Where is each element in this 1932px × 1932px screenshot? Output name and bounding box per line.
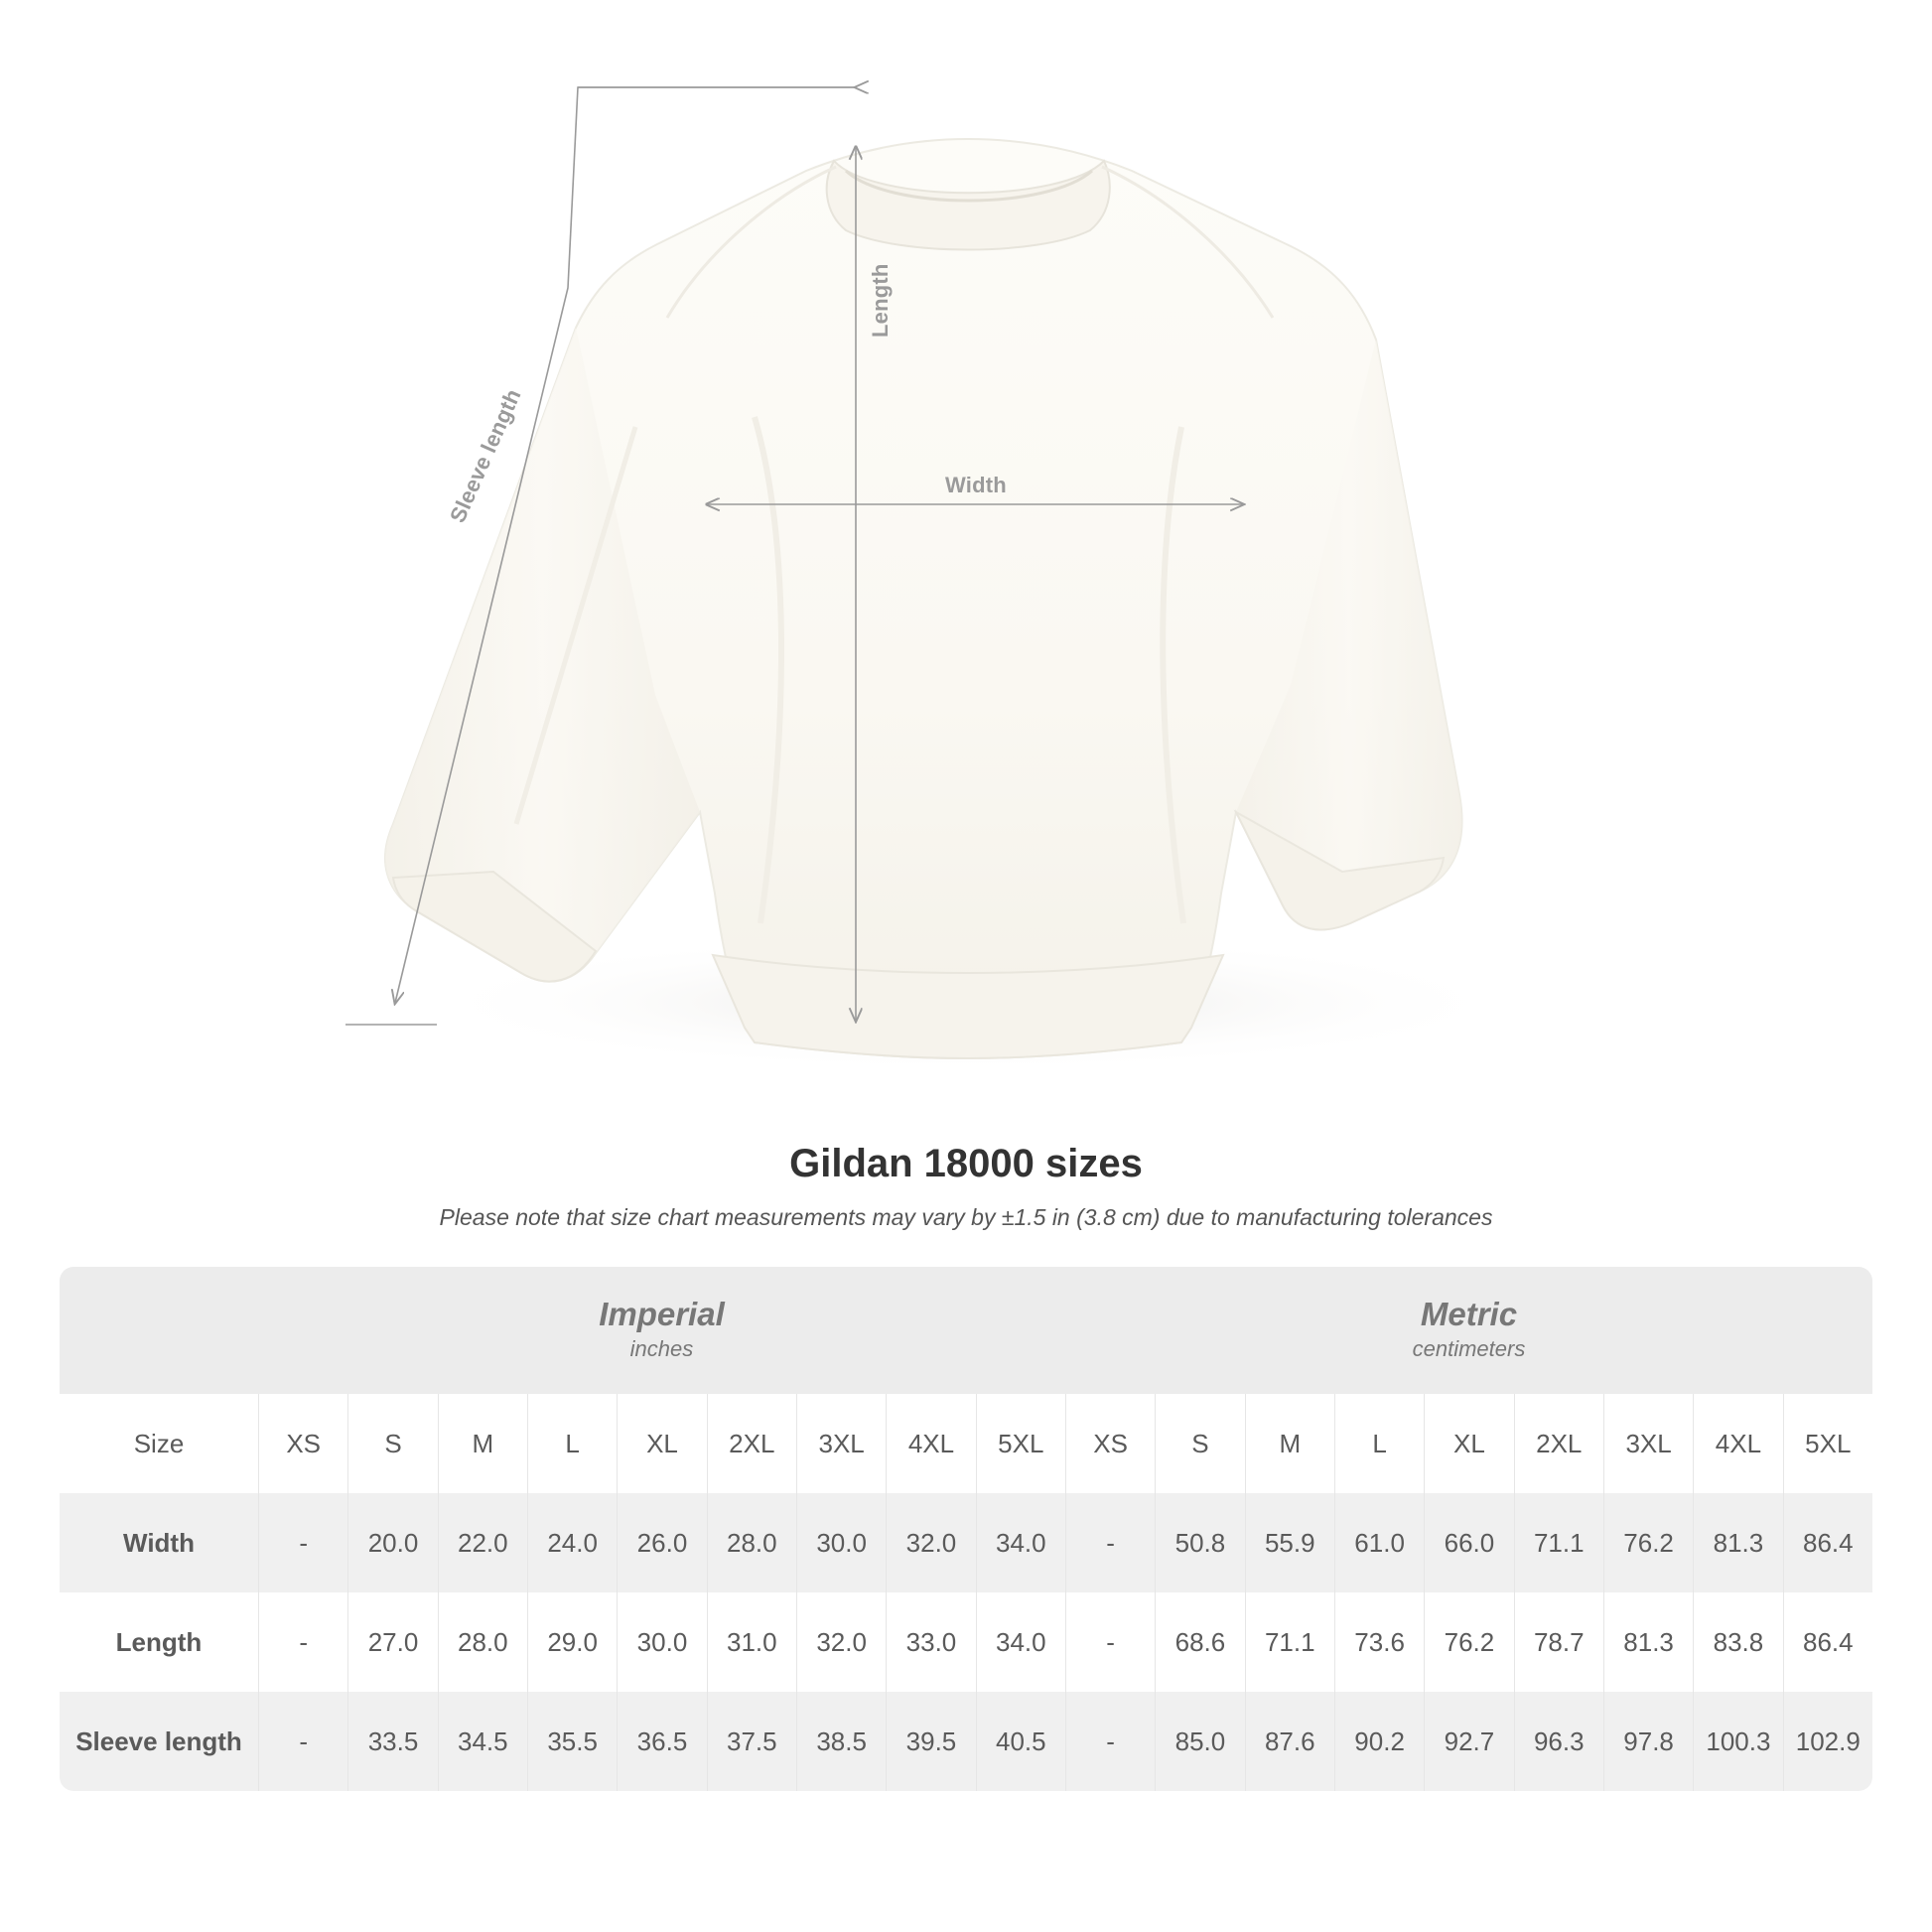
size-header-cell: S <box>1155 1394 1244 1493</box>
table-row <box>60 1493 1872 1592</box>
size-header-cell: 5XL <box>976 1394 1065 1493</box>
table-cell: 33.0 <box>886 1592 975 1692</box>
table-cell: - <box>1065 1493 1155 1592</box>
imperial-label: Imperial <box>599 1295 725 1332</box>
size-header-cell: 2XL <box>1514 1394 1603 1493</box>
size-header-cell: M <box>438 1394 527 1493</box>
table-cell: 76.2 <box>1603 1493 1693 1592</box>
size-header-cell: L <box>527 1394 617 1493</box>
metric-label: Metric <box>1420 1295 1518 1332</box>
title-block <box>0 1142 1932 1231</box>
size-chart-body <box>60 1267 1872 1791</box>
size-header-row <box>60 1394 1872 1493</box>
unit-header-spacer <box>60 1267 258 1394</box>
size-header-cell: S <box>347 1394 437 1493</box>
table-cell: 22.0 <box>438 1493 527 1592</box>
table-row <box>60 1692 1872 1791</box>
table-cell: 55.9 <box>1245 1493 1334 1592</box>
table-cell: 32.0 <box>796 1592 886 1692</box>
table-cell: 86.4 <box>1783 1592 1872 1692</box>
table-cell: 81.3 <box>1603 1592 1693 1692</box>
table-cell: 83.8 <box>1693 1592 1782 1692</box>
table-cell: 92.7 <box>1424 1692 1513 1791</box>
size-chart-table <box>60 1267 1872 1791</box>
table-cell: 81.3 <box>1693 1493 1782 1592</box>
table-cell: 31.0 <box>707 1592 796 1692</box>
metric-sublabel: centimeters <box>1412 1336 1526 1362</box>
size-header-cell: 2XL <box>707 1394 796 1493</box>
table-cell: 26.0 <box>617 1493 706 1592</box>
unit-header-metric <box>1065 1267 1872 1394</box>
size-header-label: Size <box>60 1394 258 1493</box>
row-label-sleeve-length: Sleeve length <box>60 1692 258 1791</box>
table-cell: 86.4 <box>1783 1493 1872 1592</box>
table-cell: 87.6 <box>1245 1692 1334 1791</box>
length-dimension-label: Length <box>868 263 893 338</box>
row-label-length: Length <box>60 1592 258 1692</box>
table-cell: - <box>1065 1692 1155 1791</box>
table-cell: 97.8 <box>1603 1692 1693 1791</box>
table-cell: 90.2 <box>1334 1692 1424 1791</box>
table-cell: 78.7 <box>1514 1592 1603 1692</box>
table-cell: 73.6 <box>1334 1592 1424 1692</box>
size-header-cell: 4XL <box>1693 1394 1782 1493</box>
table-cell: 40.5 <box>976 1692 1065 1791</box>
size-header-cell: 3XL <box>1603 1394 1693 1493</box>
unit-header-imperial <box>258 1267 1065 1394</box>
size-header-cell: XL <box>617 1394 706 1493</box>
size-header-cell: L <box>1334 1394 1424 1493</box>
table-cell: - <box>258 1592 347 1692</box>
table-cell: 34.0 <box>976 1493 1065 1592</box>
table-cell: - <box>1065 1592 1155 1692</box>
table-cell: 39.5 <box>886 1692 975 1791</box>
size-header-cell: XS <box>1065 1394 1155 1493</box>
table-cell: 28.0 <box>438 1592 527 1692</box>
table-cell: 30.0 <box>796 1493 886 1592</box>
size-header-cell: M <box>1245 1394 1334 1493</box>
table-cell: 96.3 <box>1514 1692 1603 1791</box>
table-cell: 100.3 <box>1693 1692 1782 1791</box>
table-cell: 20.0 <box>347 1493 437 1592</box>
size-header-cell: 5XL <box>1783 1394 1872 1493</box>
table-cell: 28.0 <box>707 1493 796 1592</box>
table-cell: - <box>258 1692 347 1791</box>
table-cell: 32.0 <box>886 1493 975 1592</box>
sleeve-length-dimension-label: Sleeve length <box>445 385 526 527</box>
table-cell: 50.8 <box>1155 1493 1244 1592</box>
table-cell: 35.5 <box>527 1692 617 1791</box>
table-cell: - <box>258 1493 347 1592</box>
table-cell: 33.5 <box>347 1692 437 1791</box>
table-cell: 76.2 <box>1424 1592 1513 1692</box>
table-cell: 85.0 <box>1155 1692 1244 1791</box>
size-chart-table-wrap <box>60 1267 1872 1791</box>
table-cell: 36.5 <box>617 1692 706 1791</box>
size-header-cell: XS <box>258 1394 347 1493</box>
tolerance-note: Please note that size chart measurements may vary by ±1.5 in (3.8 cm) due to manufacturing tolerances <box>439 1204 1493 1230</box>
table-cell: 34.0 <box>976 1592 1065 1692</box>
table-row <box>60 1592 1872 1692</box>
table-cell: 24.0 <box>527 1493 617 1592</box>
table-cell: 61.0 <box>1334 1493 1424 1592</box>
unit-header-row <box>60 1267 1872 1394</box>
table-cell: 34.5 <box>438 1692 527 1791</box>
size-header-cell: XL <box>1424 1394 1513 1493</box>
table-cell: 27.0 <box>347 1592 437 1692</box>
row-label-width: Width <box>60 1493 258 1592</box>
size-header-cell: 4XL <box>886 1394 975 1493</box>
table-cell: 29.0 <box>527 1592 617 1692</box>
table-cell: 30.0 <box>617 1592 706 1692</box>
table-cell: 71.1 <box>1245 1592 1334 1692</box>
table-cell: 66.0 <box>1424 1493 1513 1592</box>
page-title: Gildan 18000 sizes <box>789 1142 1143 1185</box>
imperial-sublabel: inches <box>629 1336 694 1362</box>
size-header-cell: 3XL <box>796 1394 886 1493</box>
width-dimension-label: Width <box>945 473 1007 497</box>
table-cell: 102.9 <box>1783 1692 1872 1791</box>
table-cell: 68.6 <box>1155 1592 1244 1692</box>
table-cell: 37.5 <box>707 1692 796 1791</box>
table-cell: 38.5 <box>796 1692 886 1791</box>
table-cell: 71.1 <box>1514 1493 1603 1592</box>
